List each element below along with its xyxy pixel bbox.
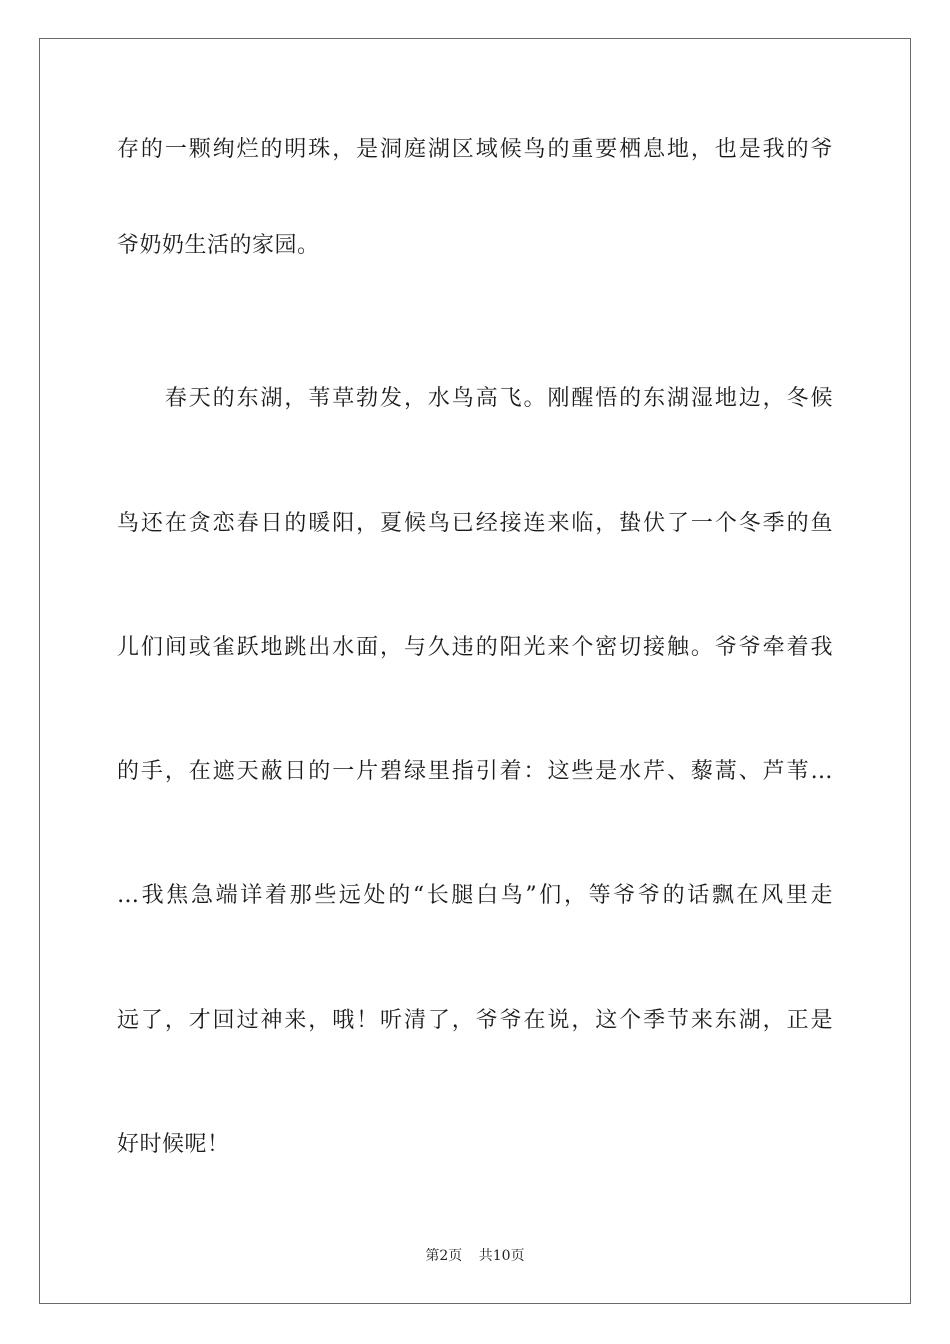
page-footer xyxy=(0,1247,950,1265)
paragraph-line: 的手，在遮天蔽日的一片碧绿里指引着：这些是水芹、藜蒿、芦苇… xyxy=(117,759,833,784)
total-pages: 共10页 xyxy=(478,1248,525,1264)
paragraph-line: 爷奶奶生活的家园。 xyxy=(117,233,320,258)
paragraph-line: …我焦急端详着那些远处的“长腿白鸟”们，等爷爷的话飘在风里走 xyxy=(117,883,833,908)
paragraph-line: 存的一颗绚烂的明珠，是洞庭湖区域候鸟的重要栖息地，也是我的爷 xyxy=(117,137,833,162)
paragraph-line: 春天的东湖，苇草勃发，水鸟高飞。刚醒悟的东湖湿地边，冬候 xyxy=(117,386,833,411)
paragraph-line: 鸟还在贪恋春日的暖阳，夏候鸟已经接连来临，蛰伏了一个冬季的鱼 xyxy=(117,511,833,536)
paragraph-line: 远了，才回过神来，哦！听清了，爷爷在说，这个季节来东湖，正是 xyxy=(117,1008,833,1033)
paragraph-line: 儿们间或雀跃地跳出水面，与久违的阳光来个密切接触。爷爷牵着我 xyxy=(117,635,833,660)
page-number: 第2页 xyxy=(425,1248,463,1264)
page-border xyxy=(39,38,911,1304)
paragraph-line: 好时候呢！ xyxy=(117,1132,230,1157)
